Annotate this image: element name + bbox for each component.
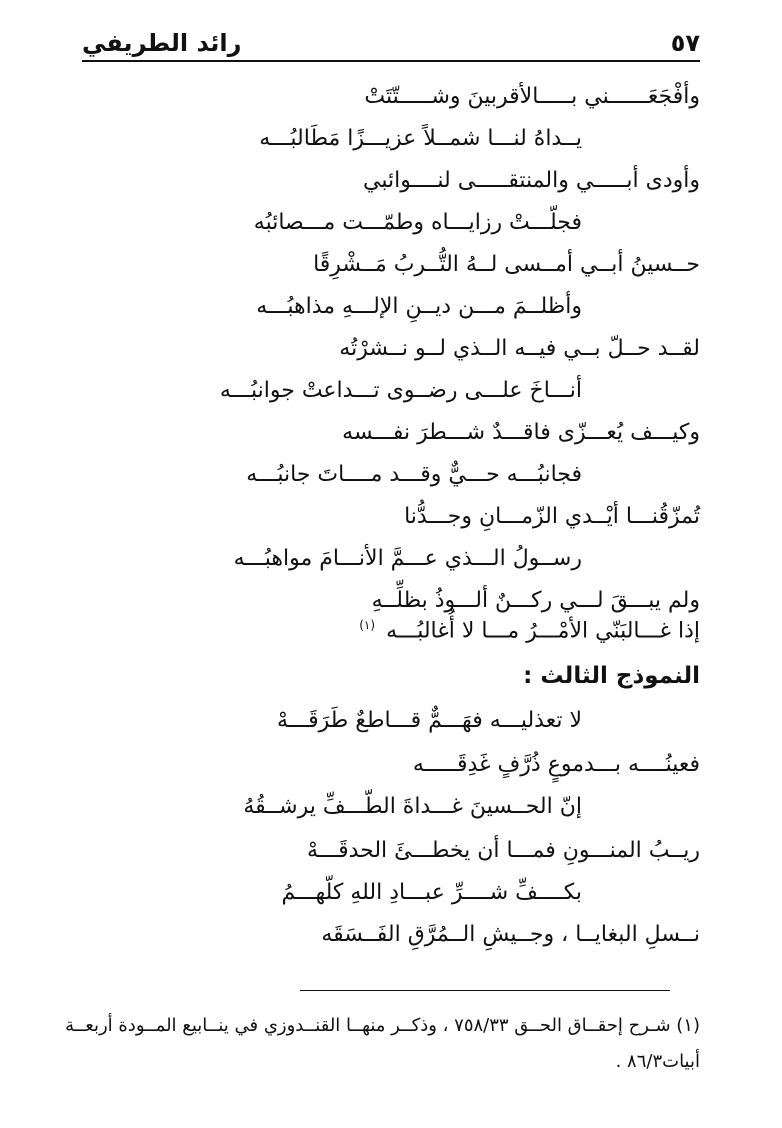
poem-line: نــسلِ البغايــا ، وجــيشِ الــمُرَّقِ الفَــسَقَه <box>321 922 700 947</box>
poem-line: أنـــاخَ علـــى رضــوى تـــداعتْ جوانبُـــه <box>219 378 582 403</box>
poem-line: يــداهُ لنـــا شمــلاً عزيـــزًا مَطَالبُـــه <box>259 126 582 151</box>
poem-line: تُمزّقُنـــا أيْــدي الزّمـــانِ وجـــدُّنا <box>404 504 700 529</box>
footnote-rule <box>300 990 670 991</box>
poem-line: ريــبُ المنـــونِ فمـــا أن يخطـــئَ الحدقَـــهْ <box>306 838 700 863</box>
poem-line: وأفْجَعَــــــني بـــــالأقربينَ وشـــــتّتَتْ <box>364 84 700 109</box>
section-heading: النموذج الثالث : <box>523 663 700 689</box>
footnote-marker: (١) <box>359 618 376 632</box>
poem-line: وأظلــمَ مـــن ديــنِ الإلـــهِ مذاهبُـــه <box>256 294 582 319</box>
poem-line: فجلّـــتْ رزايـــاه وطمّـــت مـــصائبُه <box>253 210 582 235</box>
page-header <box>82 26 700 60</box>
running-title: رائد الطريفي <box>82 29 242 57</box>
poem-line: فعينُــــه بـــدموعٍ ذُرَّفٍ غَدِقَـــــه <box>412 752 700 777</box>
page-number: ٥٧ <box>670 29 700 57</box>
poem-line: رســولُ الـــذي عـــمَّ الأنـــامَ مواهبُـــه <box>233 546 582 571</box>
header-rule <box>82 60 700 62</box>
poem-line: لقــد حــلّ بــي فيــه الــذي لــو نــشرْتُه <box>339 336 700 361</box>
poem-line: وأودى أبـــــي والمنتقـــــى لنــــوائبي <box>363 168 700 193</box>
footnote-line: أبيات٨٦/٣ . <box>615 1051 700 1072</box>
poem-line: حــسينُ أبــي أمــسى لــهُ التُّــربُ مَــشْرِقًا <box>313 252 700 277</box>
poem-line: لا تعذليـــه فهَـــمٌّ قـــاطعٌ طَرَقَـــهْ <box>277 708 582 733</box>
poem-line-text: إذا غـــالبَنّي الأمْـــرُ مـــا لا أُغالبُـــه <box>386 618 700 644</box>
poem-line: وكيـــف يُعـــزّى فاقـــدٌ شـــطرَ نفـــسه <box>342 420 700 445</box>
poem-line: فجانبُـــه حـــيٌّ وقـــد مــــاتَ جانبُـــه <box>246 462 582 487</box>
poem-line: ولم يبـــقَ لـــي ركـــنٌ ألـــوذُ بظلِّــهِ <box>371 588 700 613</box>
footnote-line: (١) شـرح إحقــاق الحــق ٧٥٨/٣٣ ، وذكــر منهــا القنــدوزي في ينــابيع المــودة أربعــة <box>65 1015 700 1036</box>
poem-line: إنّ الحــسينَ غـــداةَ الطّـــفِّ يرشــقُهُ <box>243 794 582 819</box>
poem-line: بكــــفِّ شــــرِّ عبـــادِ اللهِ كلّهـــمُ <box>281 880 582 905</box>
poem-line-last <box>359 610 700 646</box>
footnote <box>65 1008 700 1080</box>
